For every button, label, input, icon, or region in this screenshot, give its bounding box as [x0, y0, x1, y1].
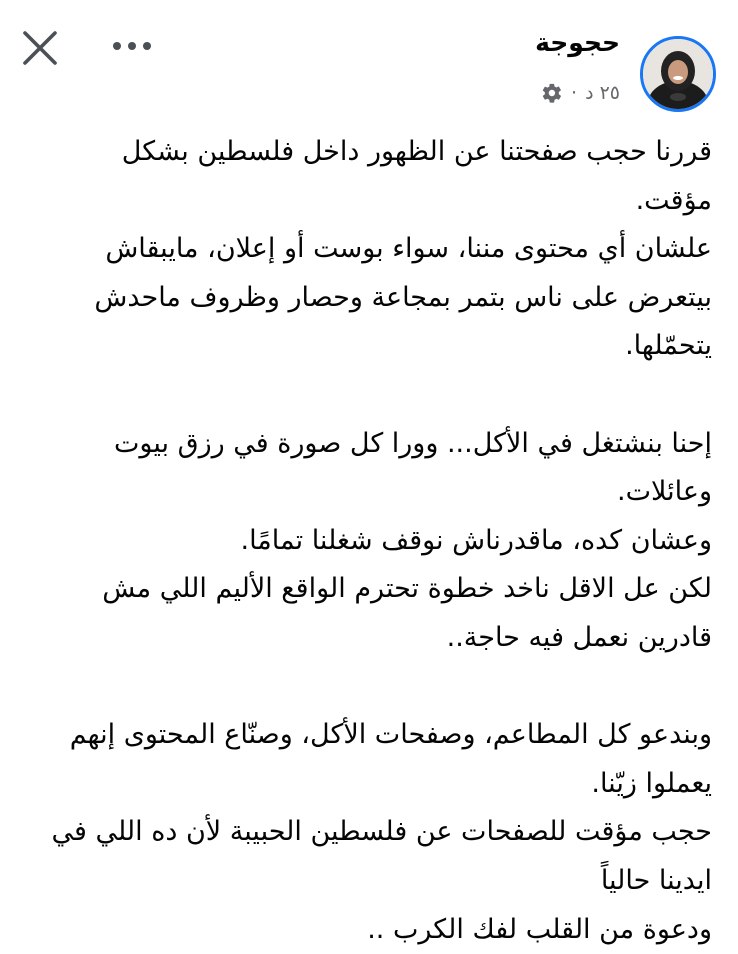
close-icon [20, 28, 60, 68]
post-text-line: وعائلات. [30, 468, 712, 517]
more-options-button[interactable] [110, 34, 154, 58]
post-meta [541, 82, 620, 104]
post-text-line: إحنا بنشتغل في الأكل... وورا كل صورة في رزق بيوت [30, 420, 712, 469]
post-text-line: وعشان كده، ماقدرناش نوقف شغلنا تمامًا. [30, 517, 712, 566]
post-text-line: لكن عل الاقل ناخد خطوة تحترم الواقع الأليم اللي مش [30, 565, 712, 614]
post-text-line: مؤقت. [30, 177, 712, 226]
close-button[interactable] [20, 28, 60, 68]
paragraph-gap [30, 371, 712, 420]
post-text-line: حجب مؤقت للصفحات عن فلسطين الحبيبة لأن ده اللي في [30, 808, 712, 857]
meta-separator: · [571, 82, 577, 104]
author-name[interactable]: حجوجة [535, 28, 620, 57]
gear-icon[interactable] [541, 82, 563, 104]
post-text-line: علشان أي محتوى مننا، سواء بوست أو إعلان، مايبقاش [30, 225, 712, 274]
post-text-line: بيتعرض على ناس بتمر بمجاعة وحصار وظروف ماحدش [30, 274, 712, 323]
post-text-line: قررنا حجب صفحتنا عن الظهور داخل فلسطين بشكل [30, 128, 712, 177]
author-avatar[interactable] [640, 36, 716, 112]
more-icon [110, 34, 154, 58]
post-text-line: ايدينا حالياً [30, 857, 712, 906]
post-text-line: يتحمّلها. [30, 322, 712, 371]
post-header [0, 0, 738, 120]
post-text-line: يعملوا زيّنا. [30, 760, 712, 809]
post-timestamp[interactable]: ٢٥ د [585, 82, 620, 104]
paragraph-gap [30, 663, 712, 712]
avatar-image [643, 39, 713, 109]
post-text-line: ودعوة من القلب لفك الكرب .. [30, 906, 712, 954]
post-text-line: وبندعو كل المطاعم، وصفحات الأكل، وصنّاع المحتوى إنهم [30, 711, 712, 760]
post-text-line: قادرين نعمل فيه حاجة.. [30, 614, 712, 663]
post-body [30, 128, 712, 954]
